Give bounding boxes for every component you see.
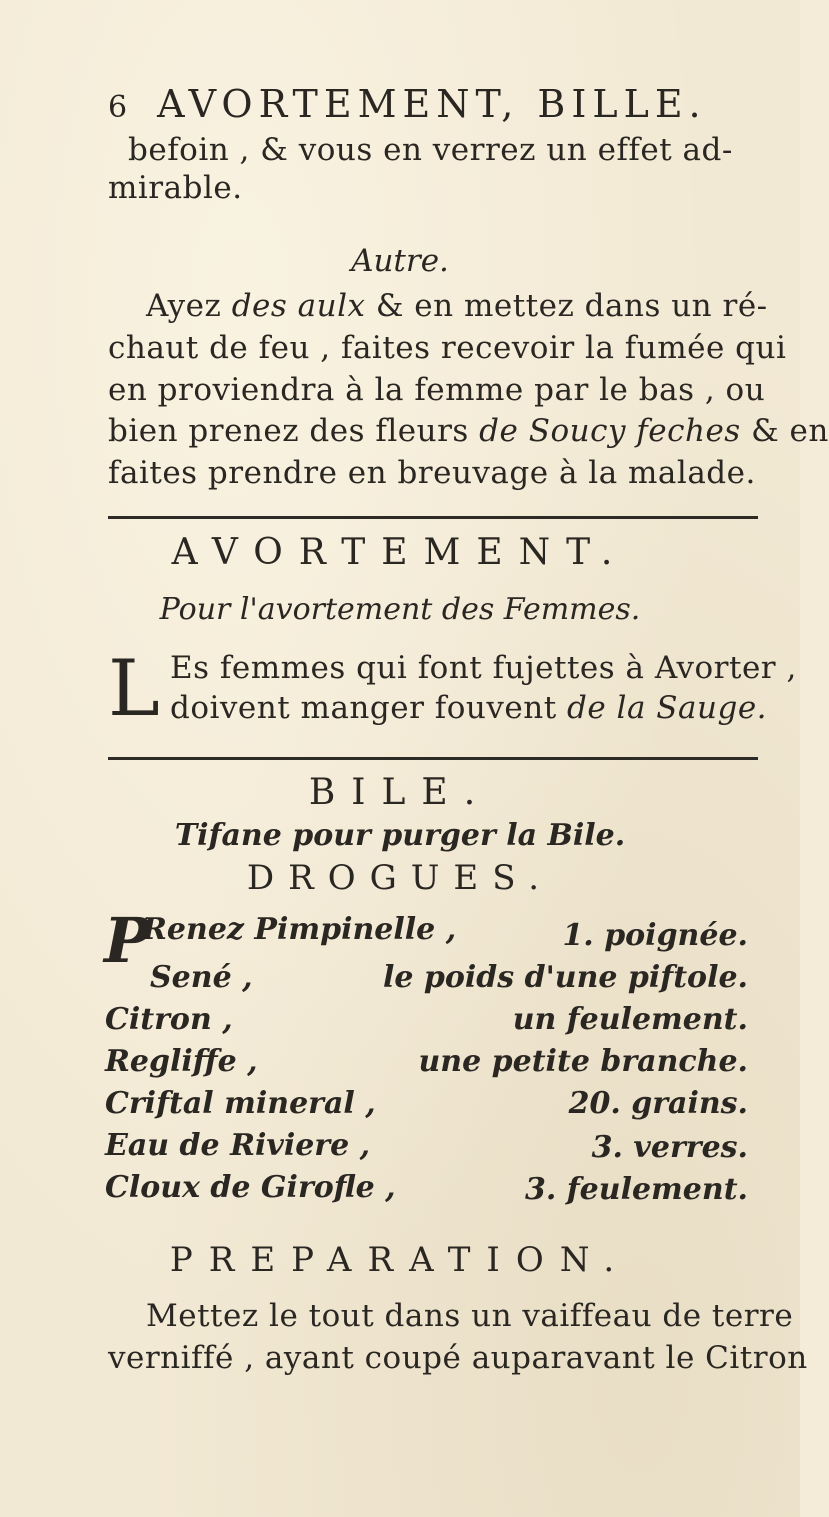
preparation-heading: PREPARATION. <box>169 1240 631 1280</box>
autre-heading: Autre. <box>351 243 449 279</box>
running-head <box>108 82 707 126</box>
ingredient-name-1: Renez Pimpinelle , <box>142 912 457 947</box>
ingredient-name-2: Sené , <box>150 960 253 995</box>
ingredient-qty-6: 3. verres. <box>591 1130 748 1165</box>
ingredient-name-4: Regliffe , <box>105 1044 258 1079</box>
ingredient-qty-4: une petite branche. <box>418 1044 748 1079</box>
intro-line-2: mirable. <box>108 170 243 206</box>
ingredient-name-5: Criftal mineral , <box>105 1086 376 1121</box>
avortement-line-2: doivent manger fouvent de la Sauge. <box>170 690 768 726</box>
autre-line-2: chaut de feu , faites recevoir la fumée qui <box>108 330 787 366</box>
avortement-line-1: Es femmes qui font fujettes à Avorter , <box>170 650 797 686</box>
ingredient-qty-5: 20. grains. <box>568 1086 748 1121</box>
section-title-avortement: AVORTEMENT. <box>171 532 629 573</box>
ingredient-name-7: Cloux de Girofle , <box>105 1170 396 1205</box>
section-subtitle-avortement: Pour l'avortement des Femmes. <box>159 592 641 627</box>
autre-line-1: Ayez des aulx & en mettez dans un ré- <box>146 288 768 324</box>
running-title: AVORTEMENT, BILLE. <box>157 82 707 126</box>
drop-cap-p: P <box>104 904 151 977</box>
ingredient-qty-2: le poids d'une piftole. <box>382 960 748 995</box>
autre-line-4: bien prenez des fleurs de Soucy feches & en <box>108 413 829 449</box>
ingredient-name-3: Citron , <box>105 1002 233 1037</box>
ingredient-qty-7: 3. feulement. <box>525 1172 748 1207</box>
prep-line-2: verniffé , ayant coupé auparavant le Citron <box>108 1340 808 1376</box>
drop-cap-l: L <box>108 644 160 734</box>
intro-line-1: befoin , & vous en verrez un effet ad- <box>128 132 733 168</box>
autre-line-3: en proviendra à la femme par le bas , ou <box>108 372 766 408</box>
ingredient-qty-1: 1. poignée. <box>562 918 748 953</box>
divider-rule-1 <box>108 516 758 519</box>
section-subtitle-bile: Tifane pour purger la Bile. <box>174 818 626 853</box>
prep-line-1: Mettez le tout dans un vaiffeau de terre <box>146 1298 794 1334</box>
ingredient-qty-3: un feulement. <box>512 1002 748 1037</box>
page-number: 6 <box>108 90 134 125</box>
ingredient-name-6: Eau de Riviere , <box>105 1128 371 1163</box>
divider-rule-2 <box>108 757 758 760</box>
drogues-heading: DROGUES. <box>246 858 554 898</box>
autre-line-5: faites prendre en breuvage à la malade. <box>108 455 756 491</box>
section-title-bile: BILE. <box>308 772 492 813</box>
